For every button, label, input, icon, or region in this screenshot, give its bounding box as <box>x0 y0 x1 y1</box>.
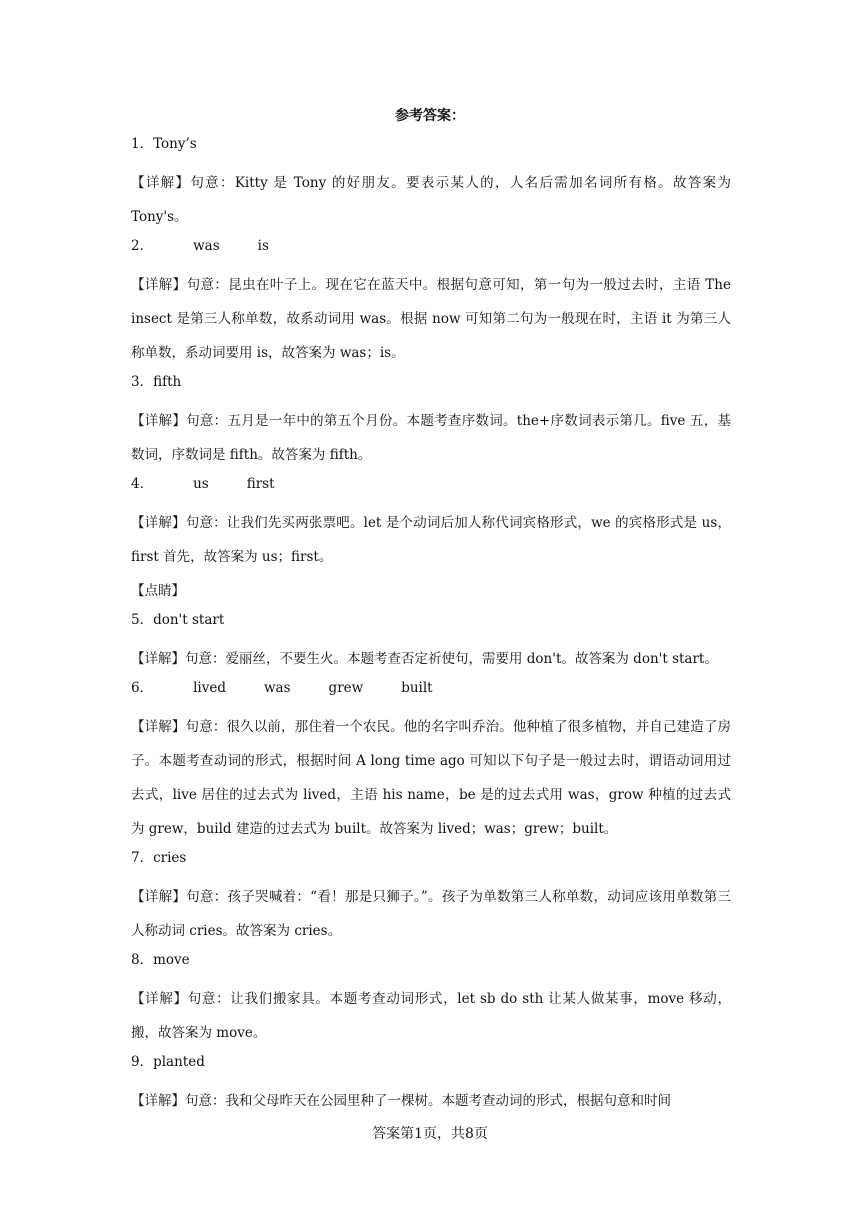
answer-word: built <box>401 680 433 696</box>
answer-line <box>131 370 731 404</box>
answer-line <box>131 676 731 710</box>
answer-line <box>131 608 731 642</box>
detail-text: 【详解】句意：让我们先买两张票吧。let 是个动词后加人称代词宾格形式，we 的宾格形式是 us，first 首先，故答案为 us；first。 <box>131 515 731 565</box>
detail-text: 【详解】句意：很久以前，那住着一个农民。他的名字叫乔治。他种植了很多植物，并自己建造了房子。本题考查动词的形式，根据时间 A long time ago 可知以下句子是一般过去时，谓语动词用过去式，live 居住的过去式为 lived，主语 his name，be 是的过去式用 was，grow 种植的过去式为 grew，build 建造的过去式为 built。故答案为 lived；was；grew；built。 <box>131 719 731 837</box>
question-3 <box>131 370 731 472</box>
detail-text: 【详解】句意：让我们搬家具。本题考查动词形式，let sb do sth 让某人做某事，move 移动，搬，故答案为 move。 <box>131 991 731 1041</box>
question-2 <box>131 234 731 370</box>
answer-word: planted <box>153 1054 205 1070</box>
question-number: 8． <box>131 952 154 968</box>
answer-line <box>131 846 731 880</box>
page-title: 参考答案： <box>395 108 465 124</box>
question-number: 1． <box>131 136 154 152</box>
answer-word: don't start <box>153 612 225 628</box>
answer-word: us <box>193 476 209 492</box>
question-number: 5． <box>131 612 154 628</box>
answer-list <box>131 132 731 1118</box>
tip-label: 【点睛】 <box>131 583 185 599</box>
answer-line <box>131 1050 731 1084</box>
detail-text: 【详解】句意：Kitty 是 Tony 的好朋友。要表示某人的，人名后需加名词所有格。故答案为 Tony's。 <box>131 175 731 225</box>
question-8 <box>131 948 731 1050</box>
detail-text: 【详解】句意：五月是一年中的第五个月份。本题考查序数词。the+序数词表示第几。five 五，基数词，序数词是 fifth。故答案为 fifth。 <box>131 413 731 463</box>
question-5 <box>131 608 731 676</box>
detail-text: 【详解】句意：昆虫在叶子上。现在它在蓝天中。根据句意可知，第一句为一般过去时，主语 The insect 是第三人称单数，故系动词用 was。根据 now 可知第二句为一般现在时，主语 it 为第三人称单数，系动词要用 is，故答案为 was；is。 <box>131 277 731 361</box>
answer-word: move <box>153 952 190 968</box>
question-4 <box>131 472 731 608</box>
question-number: 6． <box>131 680 154 696</box>
question-number: 2． <box>131 238 154 254</box>
page-footer: 答案第1页，共8页 <box>372 1126 488 1142</box>
question-1 <box>131 132 731 234</box>
question-9 <box>131 1050 731 1118</box>
detail-text: 【详解】句意：爱丽丝，不要生火。本题考查否定祈使句，需要用 don't。故答案为 don't start。 <box>131 651 718 667</box>
detail-text: 【详解】句意：我和父母昨天在公园里种了一棵树。本题考查动词的形式，根据句意和时间 <box>131 1093 671 1109</box>
detail-text: 【详解】句意：孩子哭喊着：“看！那是只狮子。”。孩子为单数第三人称单数，动词应该用单数第三人称动词 cries。故答案为 cries。 <box>131 889 731 939</box>
answer-word: first <box>246 476 275 492</box>
answer-word: grew <box>328 680 364 696</box>
question-number: 7． <box>131 850 154 866</box>
answer-line <box>131 472 731 506</box>
answer-word: cries <box>153 850 187 866</box>
answer-line <box>131 132 731 166</box>
question-number: 3． <box>131 374 154 390</box>
answer-word: fifth <box>153 374 182 390</box>
answer-word: lived <box>193 680 226 696</box>
answer-word: is <box>257 238 269 254</box>
question-7 <box>131 846 731 948</box>
answer-line <box>131 948 731 982</box>
answer-word: Tony’s <box>153 136 197 152</box>
answer-word: was <box>264 680 291 696</box>
answer-line <box>131 234 731 268</box>
question-6 <box>131 676 731 846</box>
answer-word: was <box>193 238 220 254</box>
question-number: 9． <box>131 1054 154 1070</box>
question-number: 4． <box>131 476 154 492</box>
